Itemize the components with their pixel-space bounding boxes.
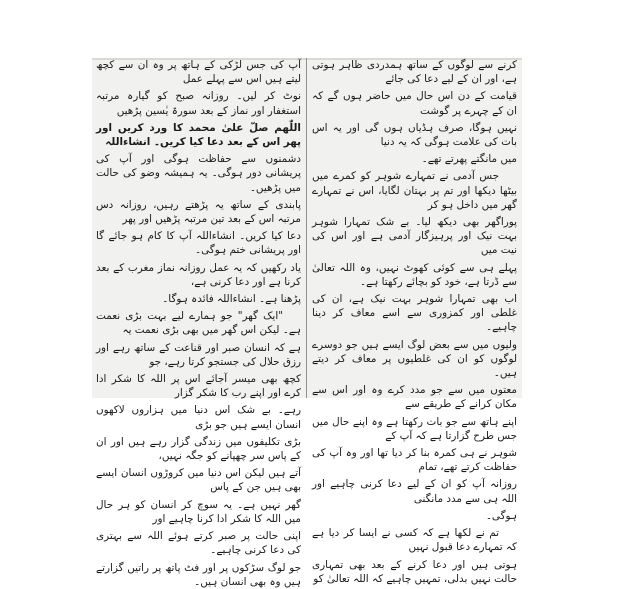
right-paragraph-line: ہوتی ہیں اور دعا کرنے کے بعد بھی تمہاری حالت نہیں بدلی، تمہیں چاہیے کہ اللہ تعالیٰ کو xyxy=(312,558,517,585)
scanned-newspaper-clipping xyxy=(92,58,522,588)
left-paragraph-line: ہے کہ انسان صبر اور قناعت کے ساتھ رہے اور رزق حلال کی جستجو کرتا رہے، جو xyxy=(96,341,301,368)
left-paragraph-line: پابندی کے ساتھ یہ پڑھتے رہیں، روزانہ دس مرتبہ اس کے بعد تین مرتبہ پڑھیں اور پھر xyxy=(96,198,301,226)
column-divider xyxy=(306,58,307,398)
left-paragraph-line: دشمنوں سے حفاظت ہوگی اور آپ کی پریشانی دور ہوگی۔ یہ ہمیشہ وضو کی حالت میں پڑھیں۔ xyxy=(96,153,301,194)
right-paragraph-line: پہلے ہی سے کوئی کھوٹ نہیں، وہ اللہ تعالیٰ سے ڈرتا ہے، خود کو بچائے رکھتا ہے۔ xyxy=(312,261,517,288)
left-paragraph-line: نوٹ کر لیں۔ روزانہ صبح کو گیارہ مرتبہ استغفار اور نماز کے بعد سورۃ یٰسین پڑھیں xyxy=(96,90,301,117)
left-paragraph-line: آتے ہیں لیکن اس دنیا میں کروڑوں انسان ایسے بھی ہیں جن کے پاس xyxy=(96,467,301,494)
right-paragraph-line: نہیں ہوگا، صرف ہڈیاں ہوں گی اور یہ اس بات کی علامت ہوگی کہ یہ دنیا xyxy=(312,121,517,149)
left-paragraph-line: "ایک گھر" جو ہمارے لیے بہت بڑی نعمت ہے۔ لیکن اس گھر میں بھی بڑی نعمت یہ xyxy=(96,310,301,337)
left-paragraph-line: بڑی تکلیفوں میں زندگی گزار رہے ہیں اور ان کے پاس سر چھپانے کو جگہ نہیں، xyxy=(96,435,301,463)
left-paragraph-line: جو لوگ سڑکوں پر اور فٹ پاتھ پر راتیں گزارتے ہیں وہ بھی انسان ہیں۔ xyxy=(96,561,301,588)
right-paragraph-line: ولیوں میں سے بعض لوگ ایسے ہیں جو دوسرے لوگوں کو ان کی غلطیوں پر معاف کر دیتے ہیں۔ xyxy=(312,338,517,380)
right-paragraph-line: پوراگھر بھی دیکھ لیا۔ بے شک تمہارا شوہر بہت نیک اور پرہیزگار آدمی ہے اور اس کی نیت میں xyxy=(312,216,517,257)
right-text-column xyxy=(312,58,517,585)
right-paragraph-line: کرنے سے لوگوں کے ساتھ ہمدردی ظاہر ہوتی ہے، اور ان کے لیے دعا کی جائے xyxy=(312,59,517,86)
right-paragraph-line: جس آدمی نے تمہارے شوہر کو کمرے میں بیٹھا دیکھا اور تم پر بہتان لگایا، اس نے تمہارے گھر میں داخل ہو کر xyxy=(312,170,517,211)
right-paragraph-line: میں مانگتے پھرتے تھے۔ xyxy=(421,153,517,166)
right-paragraph-line: تم نے لکھا ہے کہ کسی نے ایسا کر دیا ہے کہ تمہارے دعا قبول نہیں xyxy=(312,527,517,554)
left-paragraph-line: اپنی حالت پر صبر کرتے ہوئے اللہ سے بہتری کی دعا کرنی چاہیے۔ xyxy=(96,530,301,557)
right-paragraph-line: روزانہ آپ کو ان کے لیے دعا کرنی چاہیے اور اللہ ہی سے مدد مانگنی xyxy=(312,478,517,505)
left-paragraph-line: گھر نہیں ہے۔ یہ سوچ کر انسان کو ہر حال میں اللہ کا شکر ادا کرنا چاہیے اور xyxy=(96,498,301,525)
left-text-column xyxy=(96,58,301,588)
right-paragraph-line: شوہر نے ہی کمرہ بنا کر دیا تھا اور وہ آپ کی حفاظت کرتے تھے، تمام xyxy=(312,447,517,474)
right-paragraph-line: قیامت کے دن اس حال میں حاضر ہوں گے کہ ان کے چہرے پر گوشت xyxy=(312,90,517,117)
right-paragraph-line: معتوں میں سے جو مدد کرے وہ اور اس سے مکان کرانے کے طریقے سے xyxy=(312,384,517,411)
left-paragraph-line: رہے۔ بے شک اس دنیا میں ہزاروں لاکھوں انسان ایسے ہیں جو بڑی xyxy=(96,404,301,431)
left-paragraph-line: کچھ بھی میسر آجائے اس پر اللہ کا شکر ادا کرے اور اپنے رب کا شکر گزار xyxy=(96,373,301,400)
left-paragraph-line: پڑھنا ہے۔ انشاءاللہ فائدہ ہوگا۔ xyxy=(162,293,301,306)
right-paragraph-line: اب بھی تمہارا شوہر بہت نیک ہے، ان کی غلطی اور کمزوری سے اسے معاف کر دینا چاہیے۔ xyxy=(312,293,517,334)
right-paragraph-line: ہوگی۔ xyxy=(485,509,517,522)
left-paragraph-line: آپ کی جس لڑکی کے ہاتھ پر وہ ان سے کچھ لیتے ہیں اس سے پہلے عمل xyxy=(96,59,301,86)
left-paragraph-line: دعا کیا کریں۔ انشاءاللہ آپ کا کام ہو جائے گا اور پریشانی ختم ہوگی۔ xyxy=(96,230,301,257)
left-paragraph-line: یاد رکھیں کہ یہ عمل روزانہ نماز مغرب کے بعد کرنا ہے اور دعا کرنی ہے، xyxy=(96,261,301,288)
right-paragraph-line: اپنے ہاتھ سے جو بات رکھتا ہے وہ اپنے حال میں جس طرح گزارتا ہے کہ آپ کے xyxy=(312,415,517,442)
left-paragraph-line: اللّٰھم صلّ علیٰ محمد کا ورد کریں اور پھر اس کے بعد دعا کیا کریں۔ انشاءاللہ xyxy=(96,121,301,149)
